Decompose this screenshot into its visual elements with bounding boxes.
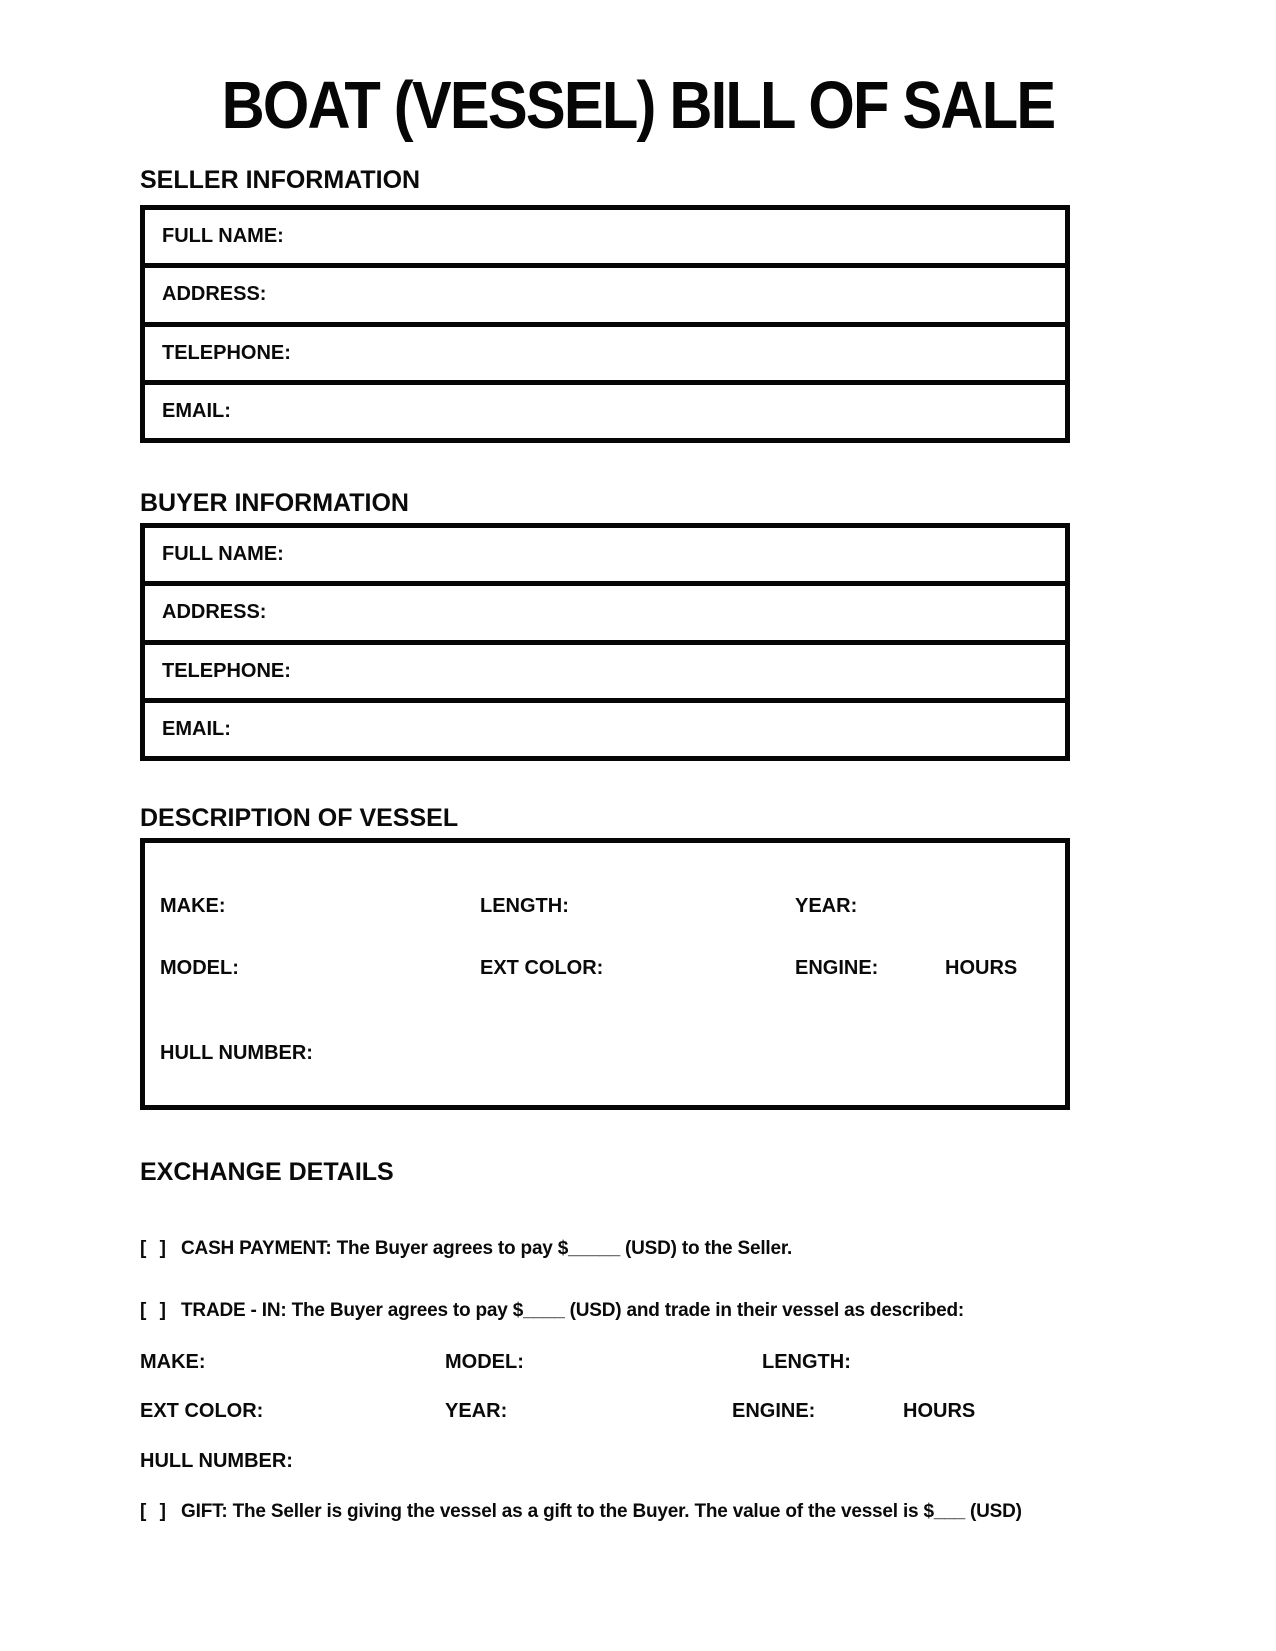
- trade-length-label: LENGTH:: [762, 1351, 851, 1373]
- buyer-full-name-row[interactable]: [145, 528, 1065, 586]
- vessel-hull-number-label: HULL NUMBER:: [160, 1042, 313, 1064]
- document-title: BOAT (VESSEL) BILL OF SALE: [221, 68, 1055, 143]
- vessel-make-label: MAKE:: [160, 895, 226, 917]
- seller-full-name-label: FULL NAME:: [162, 225, 284, 248]
- trade-hull-number-label: HULL NUMBER:: [140, 1450, 293, 1472]
- trade-vessel-row-3: [140, 1450, 1140, 1476]
- exchange-section-heading: EXCHANGE DETAILS: [140, 1158, 394, 1186]
- seller-telephone-row[interactable]: [145, 327, 1065, 385]
- trade-in-text: TRADE - IN: The Buyer agrees to pay $____ (USD) and trade in their vessel as described:: [181, 1300, 964, 1321]
- seller-email-row[interactable]: [145, 385, 1065, 438]
- seller-info-table: [140, 205, 1070, 443]
- vessel-length-label: LENGTH:: [480, 895, 569, 917]
- vessel-year-label: YEAR:: [795, 895, 858, 917]
- seller-address-label: ADDRESS:: [162, 283, 267, 306]
- cash-payment-text: CASH PAYMENT: The Buyer agrees to pay $_____ (USD) to the Seller.: [181, 1238, 793, 1259]
- buyer-address-row[interactable]: [145, 586, 1065, 644]
- buyer-telephone-label: TELEPHONE:: [162, 659, 291, 682]
- trade-in-line: [140, 1300, 964, 1322]
- trade-vessel-row-2: [140, 1400, 1140, 1426]
- buyer-email-label: EMAIL:: [162, 717, 231, 740]
- buyer-info-table: [140, 523, 1070, 761]
- seller-telephone-label: TELEPHONE:: [162, 341, 291, 364]
- trade-ext-color-label: EXT COLOR:: [140, 1400, 264, 1422]
- vessel-engine-label: ENGINE:: [795, 957, 879, 979]
- gift-checkbox[interactable]: [ ]: [140, 1501, 170, 1522]
- seller-section-heading: SELLER INFORMATION: [140, 166, 421, 194]
- seller-full-name-row[interactable]: [145, 210, 1065, 268]
- trade-year-label: YEAR:: [445, 1400, 508, 1422]
- buyer-address-label: ADDRESS:: [162, 601, 267, 624]
- gift-line: [140, 1501, 1022, 1523]
- vessel-ext-color-label: EXT COLOR:: [480, 957, 604, 979]
- buyer-email-row[interactable]: [145, 703, 1065, 756]
- vessel-model-label: MODEL:: [160, 957, 239, 979]
- buyer-full-name-label: FULL NAME:: [162, 543, 284, 566]
- vessel-description-box[interactable]: [140, 838, 1070, 1110]
- cash-payment-line: [140, 1238, 792, 1260]
- trade-in-checkbox[interactable]: [ ]: [140, 1300, 170, 1321]
- trade-hours-label: HOURS: [903, 1400, 976, 1422]
- trade-engine-label: ENGINE:: [732, 1400, 816, 1422]
- trade-model-label: MODEL:: [445, 1351, 524, 1373]
- buyer-section-heading: BUYER INFORMATION: [140, 489, 409, 517]
- seller-email-label: EMAIL:: [162, 399, 231, 422]
- cash-payment-checkbox[interactable]: [ ]: [140, 1238, 170, 1259]
- vessel-section-heading: DESCRIPTION OF VESSEL: [140, 804, 459, 832]
- vessel-hours-label: HOURS: [945, 957, 1018, 979]
- trade-vessel-row-1: [140, 1351, 1140, 1377]
- trade-make-label: MAKE:: [140, 1351, 206, 1373]
- seller-address-row[interactable]: [145, 268, 1065, 326]
- gift-text: GIFT: The Seller is giving the vessel as a gift to the Buyer. The value of the vessel is $___ (USD): [181, 1501, 1022, 1522]
- buyer-telephone-row[interactable]: [145, 645, 1065, 703]
